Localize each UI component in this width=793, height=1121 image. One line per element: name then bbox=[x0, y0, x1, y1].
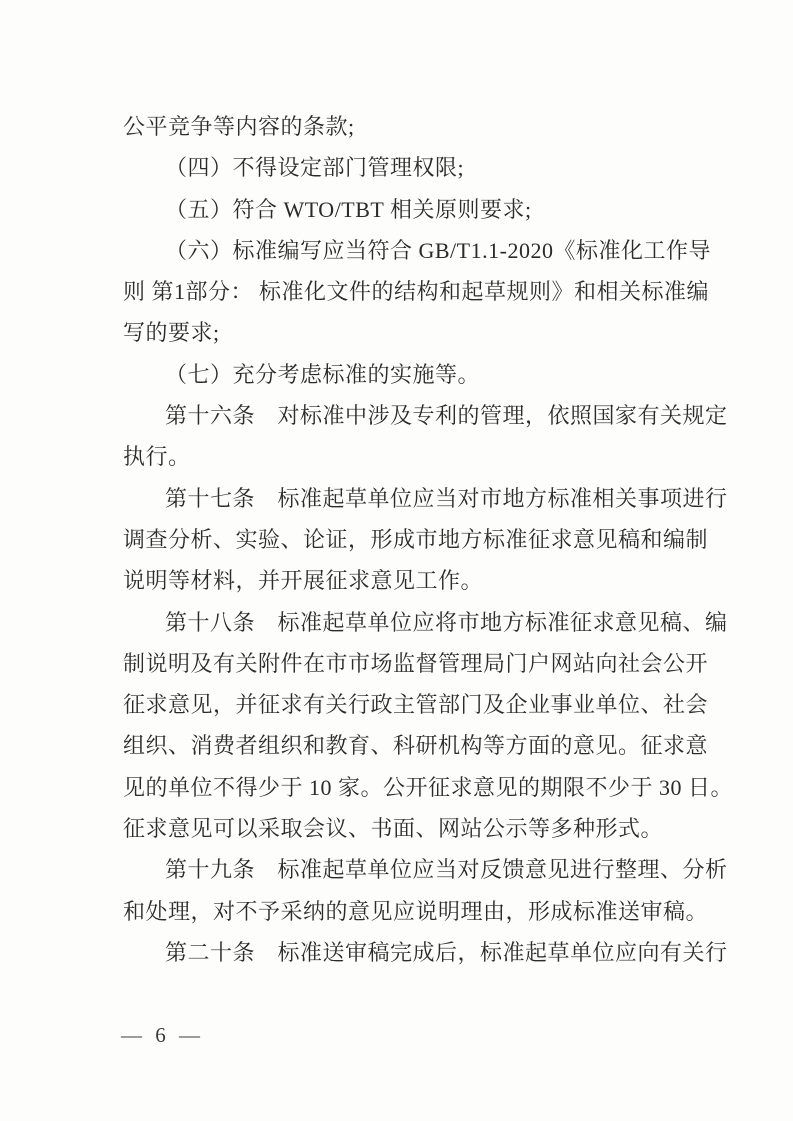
text-line: 见的单位不得少于 10 家。公开征求意见的期限不少于 30 日。 bbox=[123, 774, 734, 800]
text-line: 第十八条 标准起草单位应将市地方标准征求意见稿、编 bbox=[165, 609, 728, 635]
text-line: （五）符合 WTO/TBT 相关原则要求; bbox=[165, 196, 532, 222]
text-line: 公平竞争等内容的条款; bbox=[123, 114, 355, 139]
page-number: — 6 — bbox=[121, 1023, 204, 1047]
text-line: 第十六条 对标准中涉及专利的管理，依照国家有关规定 bbox=[165, 403, 728, 429]
text-line: 和处理，对不予采纳的意见应说明理由，形成标准送审稿。 bbox=[123, 898, 709, 924]
text-line: （七）充分考虑标准的实施等。 bbox=[165, 361, 481, 387]
text-line: 征求意见，并征求有关行政主管部门及企业事业单位、社会 bbox=[123, 692, 709, 718]
text-line: 执行。 bbox=[123, 444, 191, 470]
text-line: 第十七条 标准起草单位应当对市地方标准相关事项进行 bbox=[165, 485, 728, 511]
text-line: 第十九条 标准起草单位应当对反馈意见进行整理、分析 bbox=[165, 857, 728, 883]
text-line: 组织、消费者组织和教育、科研机构等方面的意见。征求意 bbox=[123, 733, 709, 759]
text-line: 写的要求; bbox=[123, 320, 220, 346]
text-line: 调查分析、实验、论证，形成市地方标准征求意见稿和编制 bbox=[123, 526, 709, 552]
text-line: 征求意见可以采取会议、书面、网站公示等多种形式。 bbox=[123, 816, 664, 842]
text-line: 则 第1部分： 标准化文件的结构和起草规则》和相关标准编 bbox=[123, 279, 710, 305]
text-line: （六）标准编写应当符合 GB/T1.1-2020《标准化工作导 bbox=[165, 237, 711, 263]
text-line: （四）不得设定部门管理权限; bbox=[165, 155, 465, 181]
text-line: 说明等材料，并开展征求意见工作。 bbox=[123, 568, 484, 594]
text-line: 第二十条 标准送审稿完成后，标准起草单位应向有关行 bbox=[165, 939, 728, 965]
text-line: 制说明及有关附件在市市场监督管理局门户网站向社会公开 bbox=[123, 650, 709, 676]
document-body bbox=[123, 106, 734, 973]
